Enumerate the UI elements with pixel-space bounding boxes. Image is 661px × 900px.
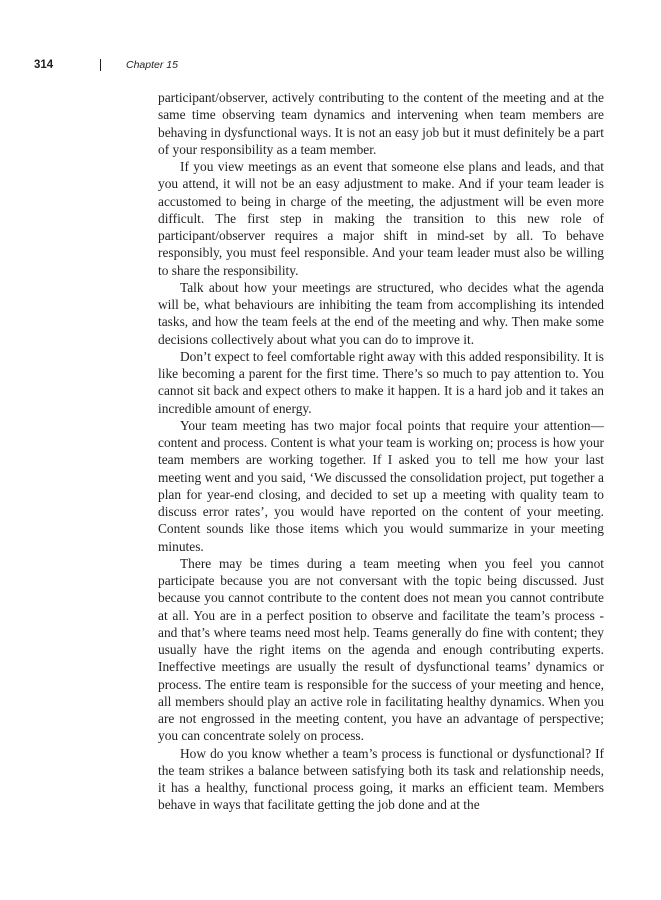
page-number: 314 <box>34 59 54 71</box>
paragraph: Your team meeting has two major focal points that require your attention—content and process. Content is what your team is working on; process is how your team members are working together. If I asked you to tell me how your last meeting went and you said, ‘We discussed the consolidation project, put together a plan for year-end closing, and decided to set up a meeting with quality team to discuss error rates’, you would have reported on the content of your meeting. Content sounds like those items which you would summarize in your meeting minutes. <box>158 417 604 554</box>
running-header <box>34 57 178 73</box>
chapter-title: Chapter 15 <box>126 59 178 71</box>
header-separator <box>100 59 101 71</box>
paragraph: If you view meetings as an event that someone else plans and leads, and that you attend, it will not be an easy adjustment to make. And if your team leader is accustomed to being in charge of the meeting, the adjustment will be even more difficult. The first step in making the transition to this new role of participant/observer requires a major shift in mind-set by all. To behave responsibly, you must feel responsible. And your team leader must also be willing to share the responsibility. <box>158 159 604 278</box>
paragraph: participant/observer, actively contributing to the content of the meeting and at the same time observing team dynamics and intervening when team members are behaving in dysfunctional ways. It is not an easy job but it must definitely be a part of your responsibility as a team member. <box>158 90 604 157</box>
paragraph: Don’t expect to feel comfortable right away with this added responsibility. It is like becoming a parent for the first time. There’s so much to pay attention to. You cannot sit back and expect others to make it happen. It is a hard job and it takes an incredible amount of energy. <box>158 348 604 416</box>
paragraph: Talk about how your meetings are structured, who decides what the agenda will be, what behaviours are inhibiting the team from accomplishing its intended tasks, and how the team feels at the end of the meeting and why. Then make some decisions collectively about what you can do to improve it. <box>158 279 604 347</box>
paragraph: There may be times during a team meeting when you feel you cannot participate because you are not conversant with the topic being discussed. Just because you cannot contribute to the content does not mean you cannot contribute at all. You are in a perfect position to observe and facilitate the team’s process - and that’s where teams need most help. Teams generally do fine with content; they usually have the right items on the agenda and enough contributing experts. Ineffective meetings are usually the result of dysfunctional teams’ dynamics or process. The entire team is responsible for the success of your meeting and hence, all members should play an active role in facilitating healthy dynamics. When you are not engrossed in the meeting content, you have an advantage of perspective; you can concentrate solely on process. <box>158 555 604 744</box>
paragraph: How do you know whether a team’s process is functional or dysfunctional? If the team strikes a balance between satisfying both its task and relationship needs, it has a healthy, functional process going, it marks an efficient team. Members behave in ways that facilitate getting the job done and at the <box>158 745 604 813</box>
body-text <box>158 89 604 814</box>
